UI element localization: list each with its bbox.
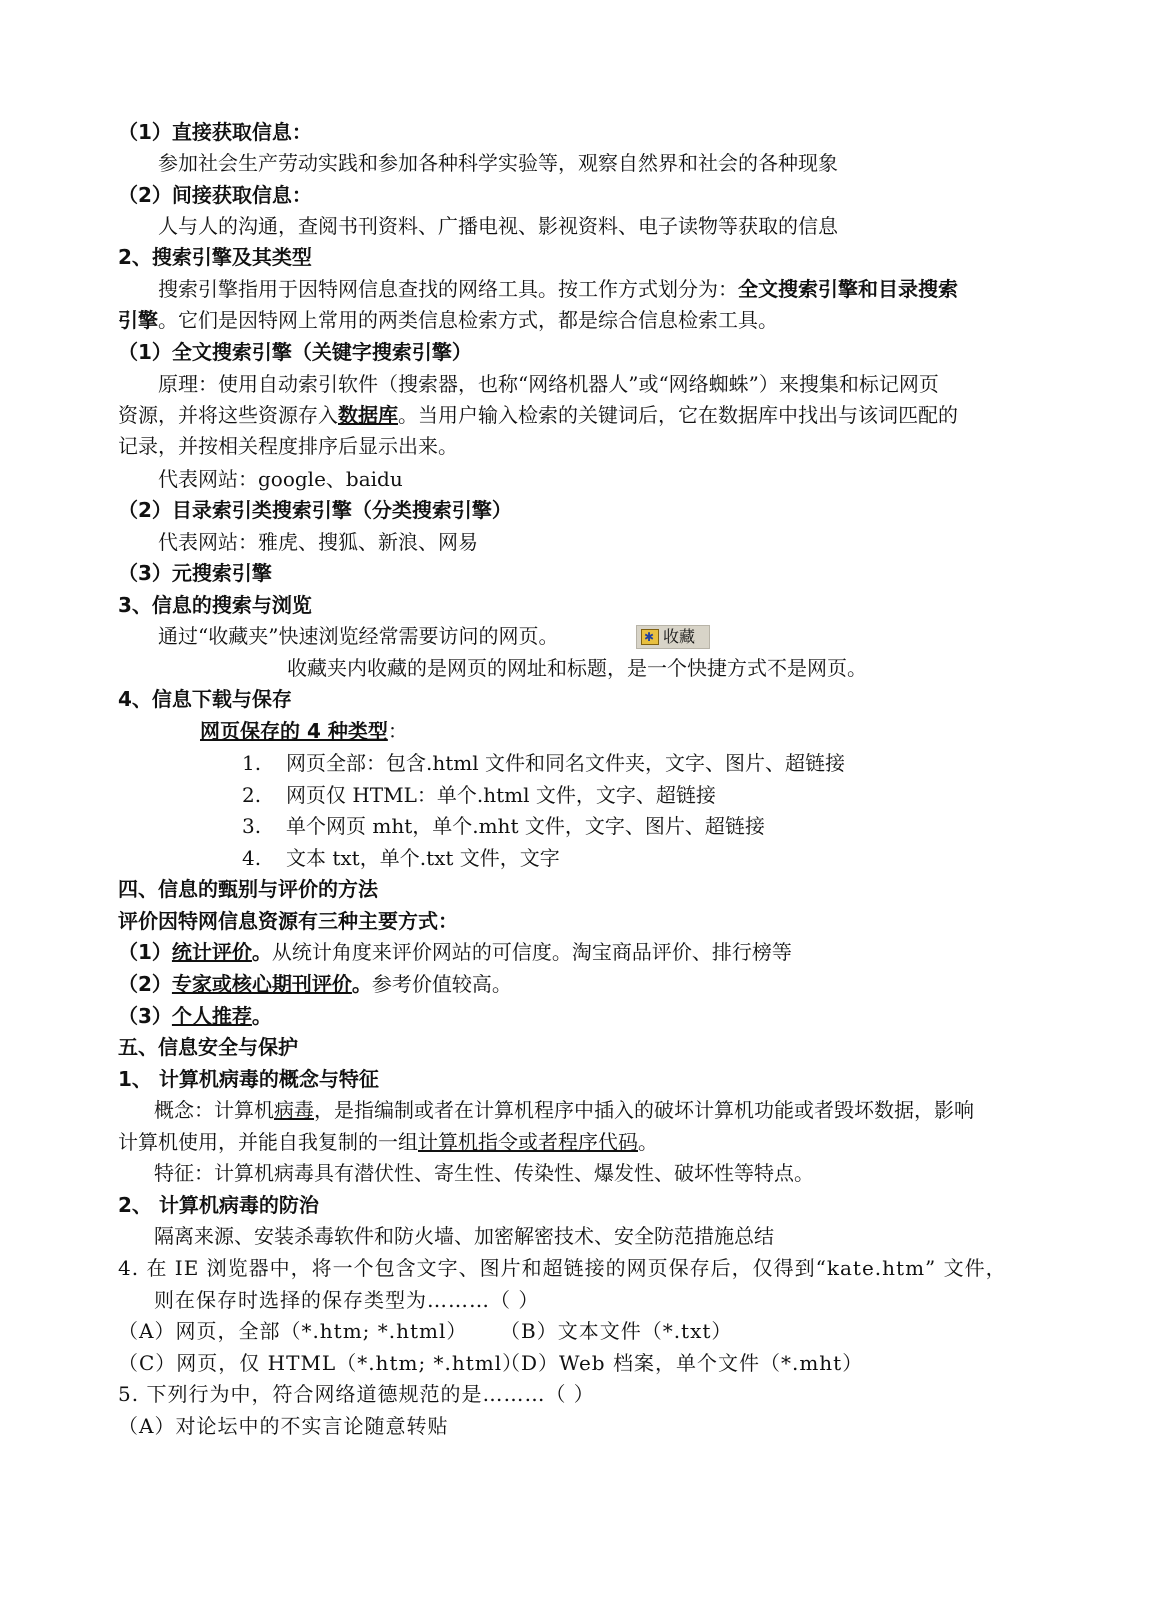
dir-sites: 代表网站：雅虎、搜狐、新浪、网易	[158, 530, 478, 554]
principle-line1: 原理：使用自动索引软件（搜索器，也称“网络机器人”或“网络蜘蛛”）来搜集和标记网页	[158, 372, 939, 396]
concept-text-c: ，是指编制或者在计算机程序中插入的破坏计算机功能或者毁坏数据，影响	[314, 1098, 974, 1122]
favorites-folder-icon	[641, 629, 659, 645]
question-4-option-b: （B）文本文件（*.txt）	[500, 1319, 733, 1343]
direct-heading: （1）直接获取信息：	[118, 120, 312, 144]
question-4-option-d: （D）Web 档案，单个文件（*.mht）	[500, 1351, 864, 1375]
concept-text-c2: 。	[638, 1130, 658, 1154]
method-desc: 从统计角度来评价网站的可信度。淘宝商品评价、排行榜等	[271, 940, 792, 964]
evaluate-method-1	[118, 937, 792, 967]
favorites-button[interactable]	[636, 625, 710, 649]
method-name: 统计评价	[171, 940, 252, 964]
method-number: （2）	[118, 972, 172, 996]
evaluate-method-3	[118, 1001, 272, 1031]
concept-line1	[154, 1095, 974, 1125]
search-intro-line2	[118, 305, 778, 335]
save-types-colon: ：	[387, 719, 408, 743]
search-intro-text: 搜索引擎指用于因特网信息查找的网络工具。按工作方式划分为：	[158, 277, 738, 301]
save-type-item	[242, 748, 845, 778]
list-text: 网页全部：包含.html 文件和同名文件夹，文字、图片、超链接	[286, 751, 845, 775]
question-5-stem: 5. 下列行为中，符合网络道德规范的是………（ ）	[118, 1382, 595, 1406]
principle-line3: 记录，并按相关程度排序后显示出来。	[118, 434, 458, 458]
dir-heading: （2）目录索引类搜索引擎（分类搜索引擎）	[118, 498, 512, 522]
virus-heading: 1、 计算机病毒的概念与特征	[118, 1067, 379, 1091]
search-intro-text-cont: 。它们是因特网上常用的两类信息检索方式，都是综合信息检索工具。	[158, 308, 778, 332]
feature-line: 特征：计算机病毒具有潜伏性、寄生性、传染性、爆发性、破坏性等特点。	[154, 1161, 814, 1185]
search-intro-bold: 全文搜索引擎和目录搜索	[738, 277, 958, 301]
save-types-title: 网页保存的 4 种类型	[200, 719, 388, 743]
database-term: 数据库	[338, 403, 398, 427]
search-intro-bold-cont: 引擎	[118, 308, 158, 332]
method-period: 。	[251, 940, 272, 964]
save-types-label	[200, 716, 408, 746]
method-number: （3）	[118, 1004, 172, 1028]
method-period: 。	[251, 1004, 272, 1028]
list-text: 单个网页 mht，单个.mht 文件，文字、图片、超链接	[286, 814, 765, 838]
question-4-stem-cont: 则在保存时选择的保存类型为………（ ）	[154, 1288, 540, 1312]
method-name: 专家或核心期刊评价	[171, 972, 352, 996]
question-5-option-a: （A）对论坛中的不实言论随意转贴	[118, 1414, 449, 1438]
search-heading: 2、搜索引擎及其类型	[118, 245, 312, 269]
instruction-term: 计算机指令或者程序代码	[418, 1130, 638, 1154]
evaluate-method-2	[118, 969, 512, 999]
virus-term: 病毒	[274, 1098, 314, 1122]
concept-line2	[118, 1127, 658, 1157]
browse-line1: 通过“收藏夹”快速浏览经常需要访问的网页。	[158, 624, 559, 648]
list-number: 1.	[242, 751, 262, 775]
fulltext-sites: 代表网站：google、baidu	[158, 467, 403, 491]
method-number: （1）	[118, 940, 172, 964]
list-text: 网页仅 HTML：单个.html 文件，文字、超链接	[286, 783, 716, 807]
search-intro-line1	[158, 274, 958, 304]
save-type-item	[242, 780, 716, 810]
browse-line2: 收藏夹内收藏的是网页的网址和标题，是一个快捷方式不是网页。	[287, 656, 867, 680]
concept-text-a2: 计算机使用，并能自我复制的一组	[118, 1130, 418, 1154]
concept-text-a: 概念：计算机	[154, 1098, 274, 1122]
method-name: 个人推荐	[171, 1004, 252, 1028]
list-text: 文本 txt，单个.txt 文件，文字	[286, 846, 560, 870]
indirect-heading: （2）间接获取信息：	[118, 183, 312, 207]
evaluate-subheading: 评价因特网信息资源有三种主要方式：	[118, 909, 458, 933]
question-4-stem: 4. 在 IE 浏览器中，将一个包含文字、图片和超链接的网页保存后，仅得到“kate.htm” 文件，	[118, 1256, 1007, 1280]
method-desc: 参考价值较高。	[371, 972, 512, 996]
save-type-item	[242, 843, 560, 873]
question-4-option-c: （C）网页，仅 HTML（*.htm; *.html）	[118, 1351, 524, 1375]
meta-heading: （3）元搜索引擎	[118, 561, 272, 585]
list-number: 3.	[242, 814, 262, 838]
fulltext-heading: （1）全文搜索引擎（关键字搜索引擎）	[118, 340, 472, 364]
browse-heading: 3、信息的搜索与浏览	[118, 593, 312, 617]
prevent-text: 隔离来源、安装杀毒软件和防火墙、加密解密技术、安全防范措施总结	[154, 1224, 774, 1248]
method-period: 。	[351, 972, 372, 996]
favorites-button-label: 收藏	[663, 627, 696, 646]
prevent-heading: 2、 计算机病毒的防治	[118, 1193, 319, 1217]
principle-text-a: 资源，并将这些资源存入	[118, 403, 338, 427]
security-heading: 五、信息安全与保护	[118, 1035, 298, 1059]
list-number: 4.	[242, 846, 262, 870]
principle-line2	[118, 400, 958, 430]
principle-text-c: 。当用户输入检索的关键词后，它在数据库中找出与该词匹配的	[398, 403, 958, 427]
question-4-option-a: （A）网页，全部（*.htm; *.html）	[118, 1319, 468, 1343]
save-type-item	[242, 811, 765, 841]
direct-text: 参加社会生产劳动实践和参加各种科学实验等，观察自然界和社会的各种现象	[158, 151, 838, 175]
evaluate-heading: 四、信息的甄别与评价的方法	[118, 877, 378, 901]
save-heading: 4、信息下载与保存	[118, 687, 292, 711]
indirect-text: 人与人的沟通，查阅书刊资料、广播电视、影视资料、电子读物等获取的信息	[158, 214, 838, 238]
list-number: 2.	[242, 783, 262, 807]
